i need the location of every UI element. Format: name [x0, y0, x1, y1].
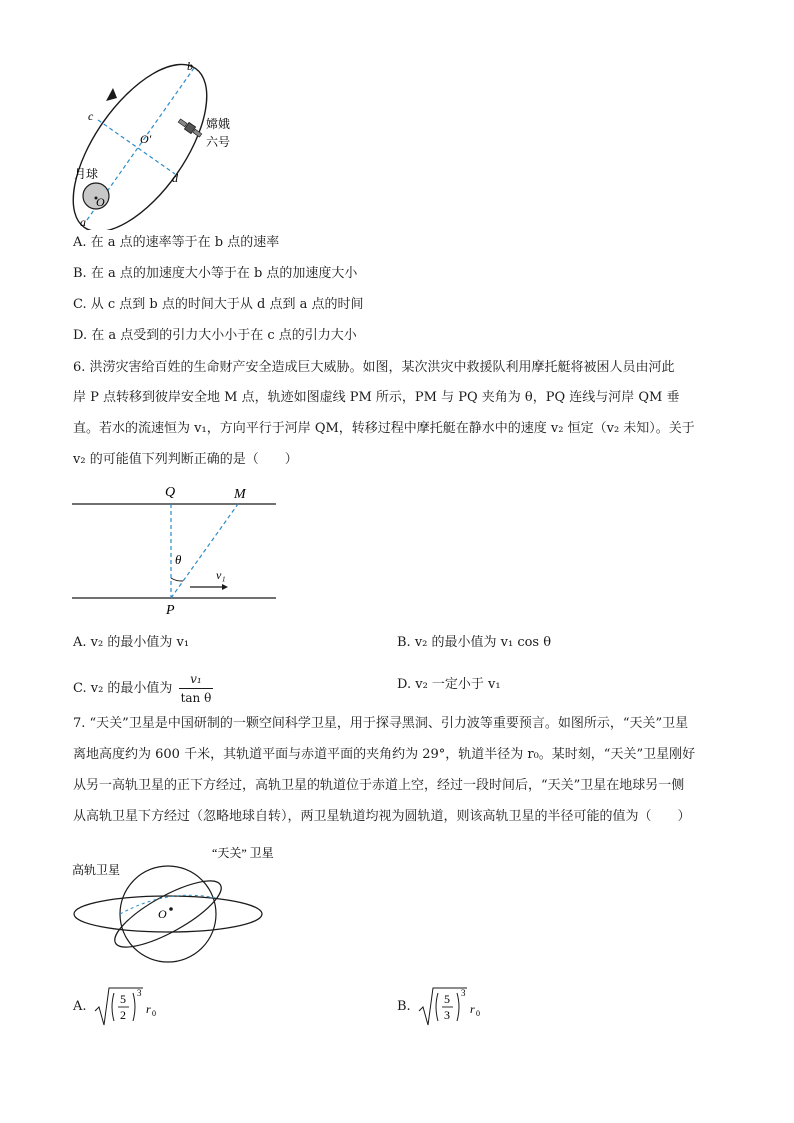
q7-option-b[interactable] [397, 985, 485, 1029]
svg-text:r: r [145, 1002, 151, 1016]
q7-option-b-formula [415, 985, 485, 1029]
q7-option-a-label: A. [73, 999, 87, 1014]
label-v1: v₁ [216, 568, 226, 582]
q5-option-a[interactable]: A. 在 a 点的速率等于在 b 点的速率 [73, 235, 280, 250]
svg-text:0: 0 [475, 1009, 480, 1018]
q5-option-c[interactable]: C. 从 c 点到 b 点的时间大于从 d 点到 a 点的时间 [73, 297, 364, 312]
label-moon-center: O [96, 195, 105, 209]
tianguan-orbit-ellipse [107, 869, 229, 959]
q6-stem-line-4: v₂ 的可能值下列判断正确的是（ ） [73, 452, 298, 467]
svg-text:3: 3 [136, 988, 142, 998]
svg-text:3: 3 [443, 1008, 450, 1022]
label-probe-2: 六号 [206, 135, 231, 149]
q6-stem-line-1: 6. 洪涝灾害给百姓的生命财产安全造成巨大威胁。如图，某次洪灾中救援队利用摩托艇将被困人员由河此 [73, 360, 675, 375]
q6-option-a[interactable]: A. v₂ 的最小值为 v₁ [73, 635, 190, 650]
q6-option-c[interactable] [73, 670, 215, 707]
label-P: P [166, 603, 175, 618]
svg-text:5: 5 [443, 992, 450, 1006]
river-figure [70, 480, 282, 620]
svg-text:r: r [469, 1002, 475, 1016]
v1-arrow-head [222, 584, 228, 590]
svg-text:0: 0 [151, 1009, 156, 1018]
q6-option-c-prefix: C. v₂ 的最小值为 [73, 681, 173, 696]
label-high-orbit: 高轨卫星 [72, 863, 121, 877]
q6-stem-line-2: 岸 P 点转移到彼岸安全地 M 点，轨迹如图虚线 PM 所示，PM 与 PQ 夹角为 θ，PQ 连线与河岸 QM 垂 [73, 390, 680, 405]
q6-option-c-numerator: v₁ [179, 670, 214, 689]
equator-dashed-arc [120, 895, 216, 914]
q6-option-d[interactable]: D. v₂ 一定小于 v₁ [397, 677, 501, 692]
q7-option-b-label: B. [397, 999, 411, 1014]
svg-text:5: 5 [119, 992, 126, 1006]
q6-option-b[interactable]: B. v₂ 的最小值为 v₁ cos θ [397, 635, 552, 650]
pm-line [171, 504, 238, 598]
orbit-direction-arrow [106, 88, 117, 101]
high-orbit-ellipse [74, 896, 262, 932]
earth-center-dot [169, 907, 173, 911]
q7-stem-line-1: 7. “天关”卫星是中国研制的一颗空间科学卫星，用于探寻黑洞、引力波等重要预言。如图所示，“天关”卫星 [73, 716, 689, 731]
theta-arc [171, 578, 183, 581]
label-theta: θ [175, 552, 182, 567]
label-tianguan: “天关” 卫星 [212, 846, 274, 860]
label-moon: 月球 [74, 167, 99, 181]
q6-option-c-denominator: tan θ [180, 691, 212, 705]
q7-option-a[interactable] [73, 985, 161, 1029]
satellite-orbits-figure [70, 838, 300, 980]
q5-option-d[interactable]: D. 在 a 点受到的引力大小小于在 c 点的引力大小 [73, 328, 357, 343]
q7-option-a-formula [91, 985, 161, 1029]
q7-stem-line-3: 从另一高轨卫星的正下方经过，高轨卫星的轨道位于赤道上空，经过一段时间后，“天关”卫星在地球另一侧 [73, 778, 685, 793]
label-d: d [172, 171, 178, 185]
label-Q: Q [165, 485, 176, 500]
svg-text:2: 2 [119, 1008, 126, 1022]
minor-axis-line [98, 120, 175, 174]
q5-option-b[interactable]: B. 在 a 点的加速度大小等于在 b 点的加速度大小 [73, 266, 358, 281]
orbit-figure [70, 58, 260, 230]
label-M: M [234, 487, 246, 502]
svg-text:3: 3 [460, 988, 466, 998]
q7-stem-line-2: 离地高度约为 600 千米，其轨道平面与赤道平面的夹角约为 29°，轨道半径为 r₀。某时刻，“天关”卫星刚好 [73, 747, 696, 762]
q7-stem-line-4: 从高轨卫星下方经过（忽略地球自转），两卫星轨道均视为圆轨道，则该高轨卫星的半径可能的值为（ ） [73, 809, 691, 824]
satellite-icon [177, 117, 203, 138]
label-b: b [187, 59, 193, 73]
q6-option-c-fraction [179, 670, 214, 707]
q6-stem-line-3: 直。若水的流速恒为 v₁，方向平行于河岸 QM，转移过程中摩托艇在静水中的速度 v₂ 恒定（v₂ 未知）。关于 [73, 421, 695, 436]
label-c: c [88, 109, 94, 123]
label-probe-1: 嫦娥 [206, 117, 231, 131]
label-center: O′ [140, 132, 152, 146]
label-O: O [158, 907, 167, 921]
label-a: a [80, 215, 86, 229]
